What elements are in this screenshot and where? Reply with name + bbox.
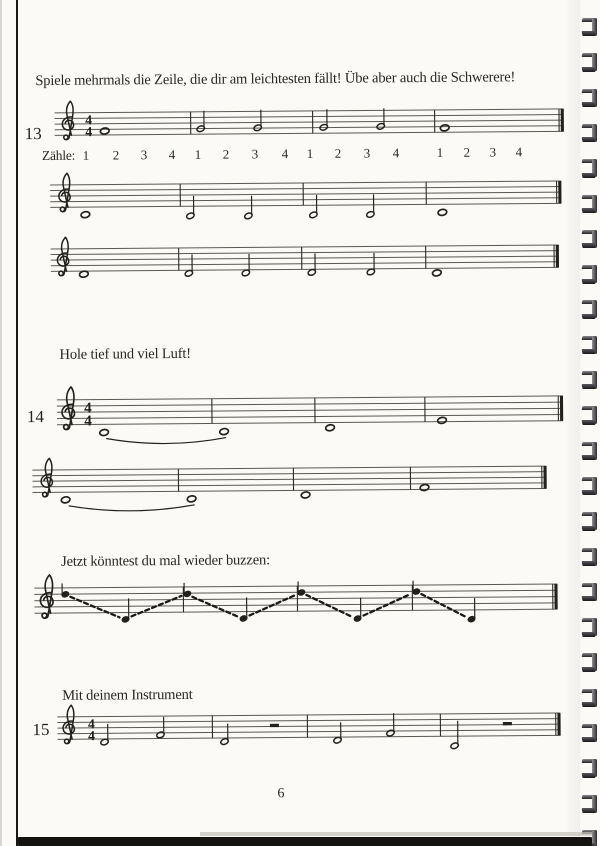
whole-note xyxy=(81,211,91,218)
count-number: 4 xyxy=(515,144,523,160)
half-note xyxy=(244,196,253,220)
staff-exercise-15 xyxy=(32,701,561,753)
whole-note xyxy=(440,124,450,131)
count-number: 2 xyxy=(463,144,471,160)
final-barline-thick xyxy=(558,181,561,203)
coil-bottom-prong xyxy=(582,596,596,601)
count-number: 1 xyxy=(306,145,314,161)
whole-note xyxy=(100,127,110,134)
quarter-note xyxy=(183,583,192,598)
staff-exercise-13-line-1 xyxy=(24,97,564,143)
staff-line xyxy=(57,415,563,419)
staff-line xyxy=(32,466,546,470)
count-number: 4 xyxy=(281,146,289,162)
staff-buzzing-line xyxy=(34,571,558,626)
spiral-binding-coil xyxy=(582,53,597,71)
staff-line xyxy=(51,267,559,271)
staff-line xyxy=(34,584,557,588)
coil-bottom-prong xyxy=(582,349,596,354)
final-barline-thick xyxy=(554,584,557,609)
staff-line xyxy=(55,120,564,124)
half-note xyxy=(309,195,318,219)
coil-bottom-prong xyxy=(582,314,596,319)
coil-bottom-prong xyxy=(582,420,596,425)
note-head xyxy=(100,127,110,134)
half-note xyxy=(186,196,195,220)
count-number: 1 xyxy=(194,146,202,162)
note-head xyxy=(301,491,311,498)
spiral-binding-coil xyxy=(582,689,597,707)
time-signature-top: 4 xyxy=(87,716,95,732)
coil-bottom-prong xyxy=(582,31,596,36)
count-number: 2 xyxy=(222,146,230,162)
spiral-binding-coil xyxy=(582,759,597,777)
treble-clef-icon xyxy=(40,575,53,618)
count-number: 4 xyxy=(392,145,400,161)
time-signature-top: 4 xyxy=(84,399,92,417)
staff-exercise-13-line-2 xyxy=(50,169,562,221)
treble-clef-icon xyxy=(59,173,71,212)
staff-line xyxy=(51,251,559,255)
staff-line xyxy=(50,203,561,207)
staff-line xyxy=(57,713,560,717)
whole-note xyxy=(437,209,447,216)
note-head xyxy=(79,270,89,277)
half-rest xyxy=(503,722,512,725)
spiral-binding-coil xyxy=(582,89,597,107)
spiral-binding-coil xyxy=(582,230,597,248)
staff-line xyxy=(58,735,561,739)
exercise-number: 14 xyxy=(26,407,45,427)
treble-clef-icon xyxy=(41,458,53,497)
coil-bottom-prong xyxy=(582,455,596,460)
staff-line xyxy=(55,109,564,113)
spiral-binding-coil xyxy=(582,124,597,142)
note-head xyxy=(438,209,448,216)
spiral-binding-coil xyxy=(582,724,597,742)
coil-bottom-prong xyxy=(582,173,596,178)
note-head xyxy=(61,496,71,503)
time-signature-bottom: 4 xyxy=(85,124,93,140)
coil-bottom-prong xyxy=(582,737,596,742)
staff-line xyxy=(55,131,564,135)
staff-line xyxy=(57,408,563,412)
time-signature-bottom: 4 xyxy=(84,412,92,430)
final-barline-thick xyxy=(556,245,559,267)
count-number: 2 xyxy=(334,145,342,161)
count-number: 3 xyxy=(363,145,371,161)
tie-slur xyxy=(106,438,226,444)
staff-line xyxy=(51,262,559,266)
spiral-binding-coil xyxy=(582,618,597,636)
whole-note xyxy=(219,428,229,435)
spiral-binding-coil xyxy=(582,336,597,354)
coil-bottom-prong xyxy=(582,667,596,672)
time-signature-top: 4 xyxy=(85,112,93,128)
staff-line xyxy=(55,126,564,130)
spiral-binding-coil xyxy=(582,371,597,389)
staff-line xyxy=(50,198,561,202)
whole-note xyxy=(432,269,442,276)
final-barline-thick xyxy=(557,713,560,735)
count-number: 1 xyxy=(82,147,90,163)
spiral-binding-coil xyxy=(582,265,597,283)
coil-bottom-prong xyxy=(582,632,596,637)
half-note xyxy=(307,253,316,276)
count-label: Zähle: xyxy=(41,147,76,164)
whole-note xyxy=(301,491,311,498)
staff-line xyxy=(33,488,547,492)
staff-line xyxy=(57,402,563,406)
staff-line xyxy=(32,477,546,481)
staff-exercise-14-line-1 xyxy=(27,383,564,445)
treble-clef-icon xyxy=(62,387,75,430)
coil-bottom-prong xyxy=(582,773,596,778)
time-signature-bottom: 4 xyxy=(87,728,95,744)
quarter-note xyxy=(61,583,70,598)
half-note xyxy=(156,717,165,739)
staff-line xyxy=(57,730,560,734)
treble-clef-icon xyxy=(63,705,75,744)
whole-note xyxy=(99,429,109,436)
staff-line xyxy=(50,187,561,191)
count-number: 4 xyxy=(168,146,176,163)
whole-note xyxy=(325,424,335,431)
final-barline-thick xyxy=(560,396,563,421)
staff-line xyxy=(51,256,559,260)
half-note xyxy=(184,254,193,277)
quarter-note xyxy=(353,598,362,623)
coil-bottom-prong xyxy=(582,561,596,566)
half-rest xyxy=(270,724,279,727)
instrument-tip-text: Mit deinem Instrument xyxy=(62,686,193,704)
spiral-binding-coil xyxy=(582,18,597,36)
spiral-binding-coil xyxy=(582,159,597,177)
spiral-binding-coil xyxy=(582,548,597,566)
count-number: 3 xyxy=(140,147,148,163)
quarter-note xyxy=(412,581,421,596)
note-head xyxy=(437,417,447,424)
staff-line xyxy=(34,590,557,594)
spiral-binding-coil xyxy=(582,442,597,460)
staff-line xyxy=(35,609,558,613)
spiral-binding-coil xyxy=(582,195,597,213)
half-note xyxy=(241,254,250,277)
page-bottom-soft-edge xyxy=(200,832,592,836)
spiral-binding-coil xyxy=(582,583,597,601)
whole-note xyxy=(420,484,430,491)
staff-line xyxy=(57,719,560,723)
coil-bottom-prong xyxy=(582,102,596,107)
staff-line xyxy=(57,421,563,425)
note-head xyxy=(432,269,442,276)
spiral-binding-coil xyxy=(582,795,597,813)
staff-line xyxy=(55,115,564,119)
note-head xyxy=(99,429,109,436)
staff-line xyxy=(57,724,560,728)
treble-clef-icon xyxy=(57,237,69,276)
coil-bottom-prong xyxy=(582,526,596,531)
whole-note xyxy=(437,417,447,424)
quarter-note xyxy=(467,598,476,623)
spiral-binding-coil xyxy=(582,512,597,530)
coil-bottom-prong xyxy=(582,67,596,72)
coil-bottom-prong xyxy=(582,279,596,284)
quarter-note xyxy=(239,597,248,622)
staff-exercise-13-line-3 xyxy=(51,233,560,279)
count-number: 1 xyxy=(436,144,444,160)
coil-bottom-prong xyxy=(582,702,596,707)
quarter-note xyxy=(297,581,306,596)
staff-line xyxy=(50,181,561,185)
coil-bottom-prong xyxy=(582,208,596,213)
staff-line xyxy=(34,597,557,601)
coil-bottom-prong xyxy=(582,243,596,248)
quarter-note xyxy=(121,598,130,623)
staff-line xyxy=(57,396,563,400)
note-head xyxy=(187,495,197,502)
spiral-binding-coil xyxy=(582,477,597,495)
buzz-tip-text: Jetzt könntest du mal wieder buzzen: xyxy=(61,552,270,570)
note-head xyxy=(440,124,450,131)
count-number: 3 xyxy=(489,144,497,160)
staff-line xyxy=(32,472,546,476)
spiral-binding-coil xyxy=(582,300,597,318)
half-note xyxy=(366,253,375,276)
breath-tip-text: Hole tief und viel Luft! xyxy=(59,345,191,363)
instruction-text: Spiele mehrmals die Zeile, die dir am leichtesten fällt! Übe aber auch die Schwerere! xyxy=(35,69,516,90)
coil-bottom-prong xyxy=(582,137,596,142)
exercise-number: 13 xyxy=(24,124,42,144)
note-head xyxy=(325,424,335,431)
final-barline-thick xyxy=(543,466,546,488)
coil-bottom-prong xyxy=(582,490,596,495)
tie-slur xyxy=(69,505,195,511)
spiral-binding-coil xyxy=(582,406,597,424)
note-head xyxy=(219,428,229,435)
staff-line xyxy=(51,245,559,249)
page-bottom-edge xyxy=(18,837,592,846)
spiral-binding-coil xyxy=(582,653,597,671)
whole-note xyxy=(187,495,197,502)
treble-clef-icon xyxy=(62,101,74,140)
count-number: 3 xyxy=(251,146,259,162)
note-head xyxy=(81,211,91,218)
page-right-shadow xyxy=(564,0,580,846)
exercise-number: 15 xyxy=(32,719,50,740)
coil-bottom-prong xyxy=(582,808,596,813)
coil-bottom-prong xyxy=(582,384,596,389)
count-number: 2 xyxy=(112,147,120,163)
staff-exercise-14-line-2 xyxy=(32,454,547,511)
page-number: 6 xyxy=(277,786,285,802)
staff-line xyxy=(50,192,561,196)
staff-line xyxy=(34,603,557,607)
staff-line xyxy=(33,483,547,487)
note-head xyxy=(420,484,430,491)
whole-note xyxy=(79,270,89,277)
half-note xyxy=(196,111,205,133)
half-note xyxy=(366,194,375,218)
whole-note xyxy=(61,496,71,503)
